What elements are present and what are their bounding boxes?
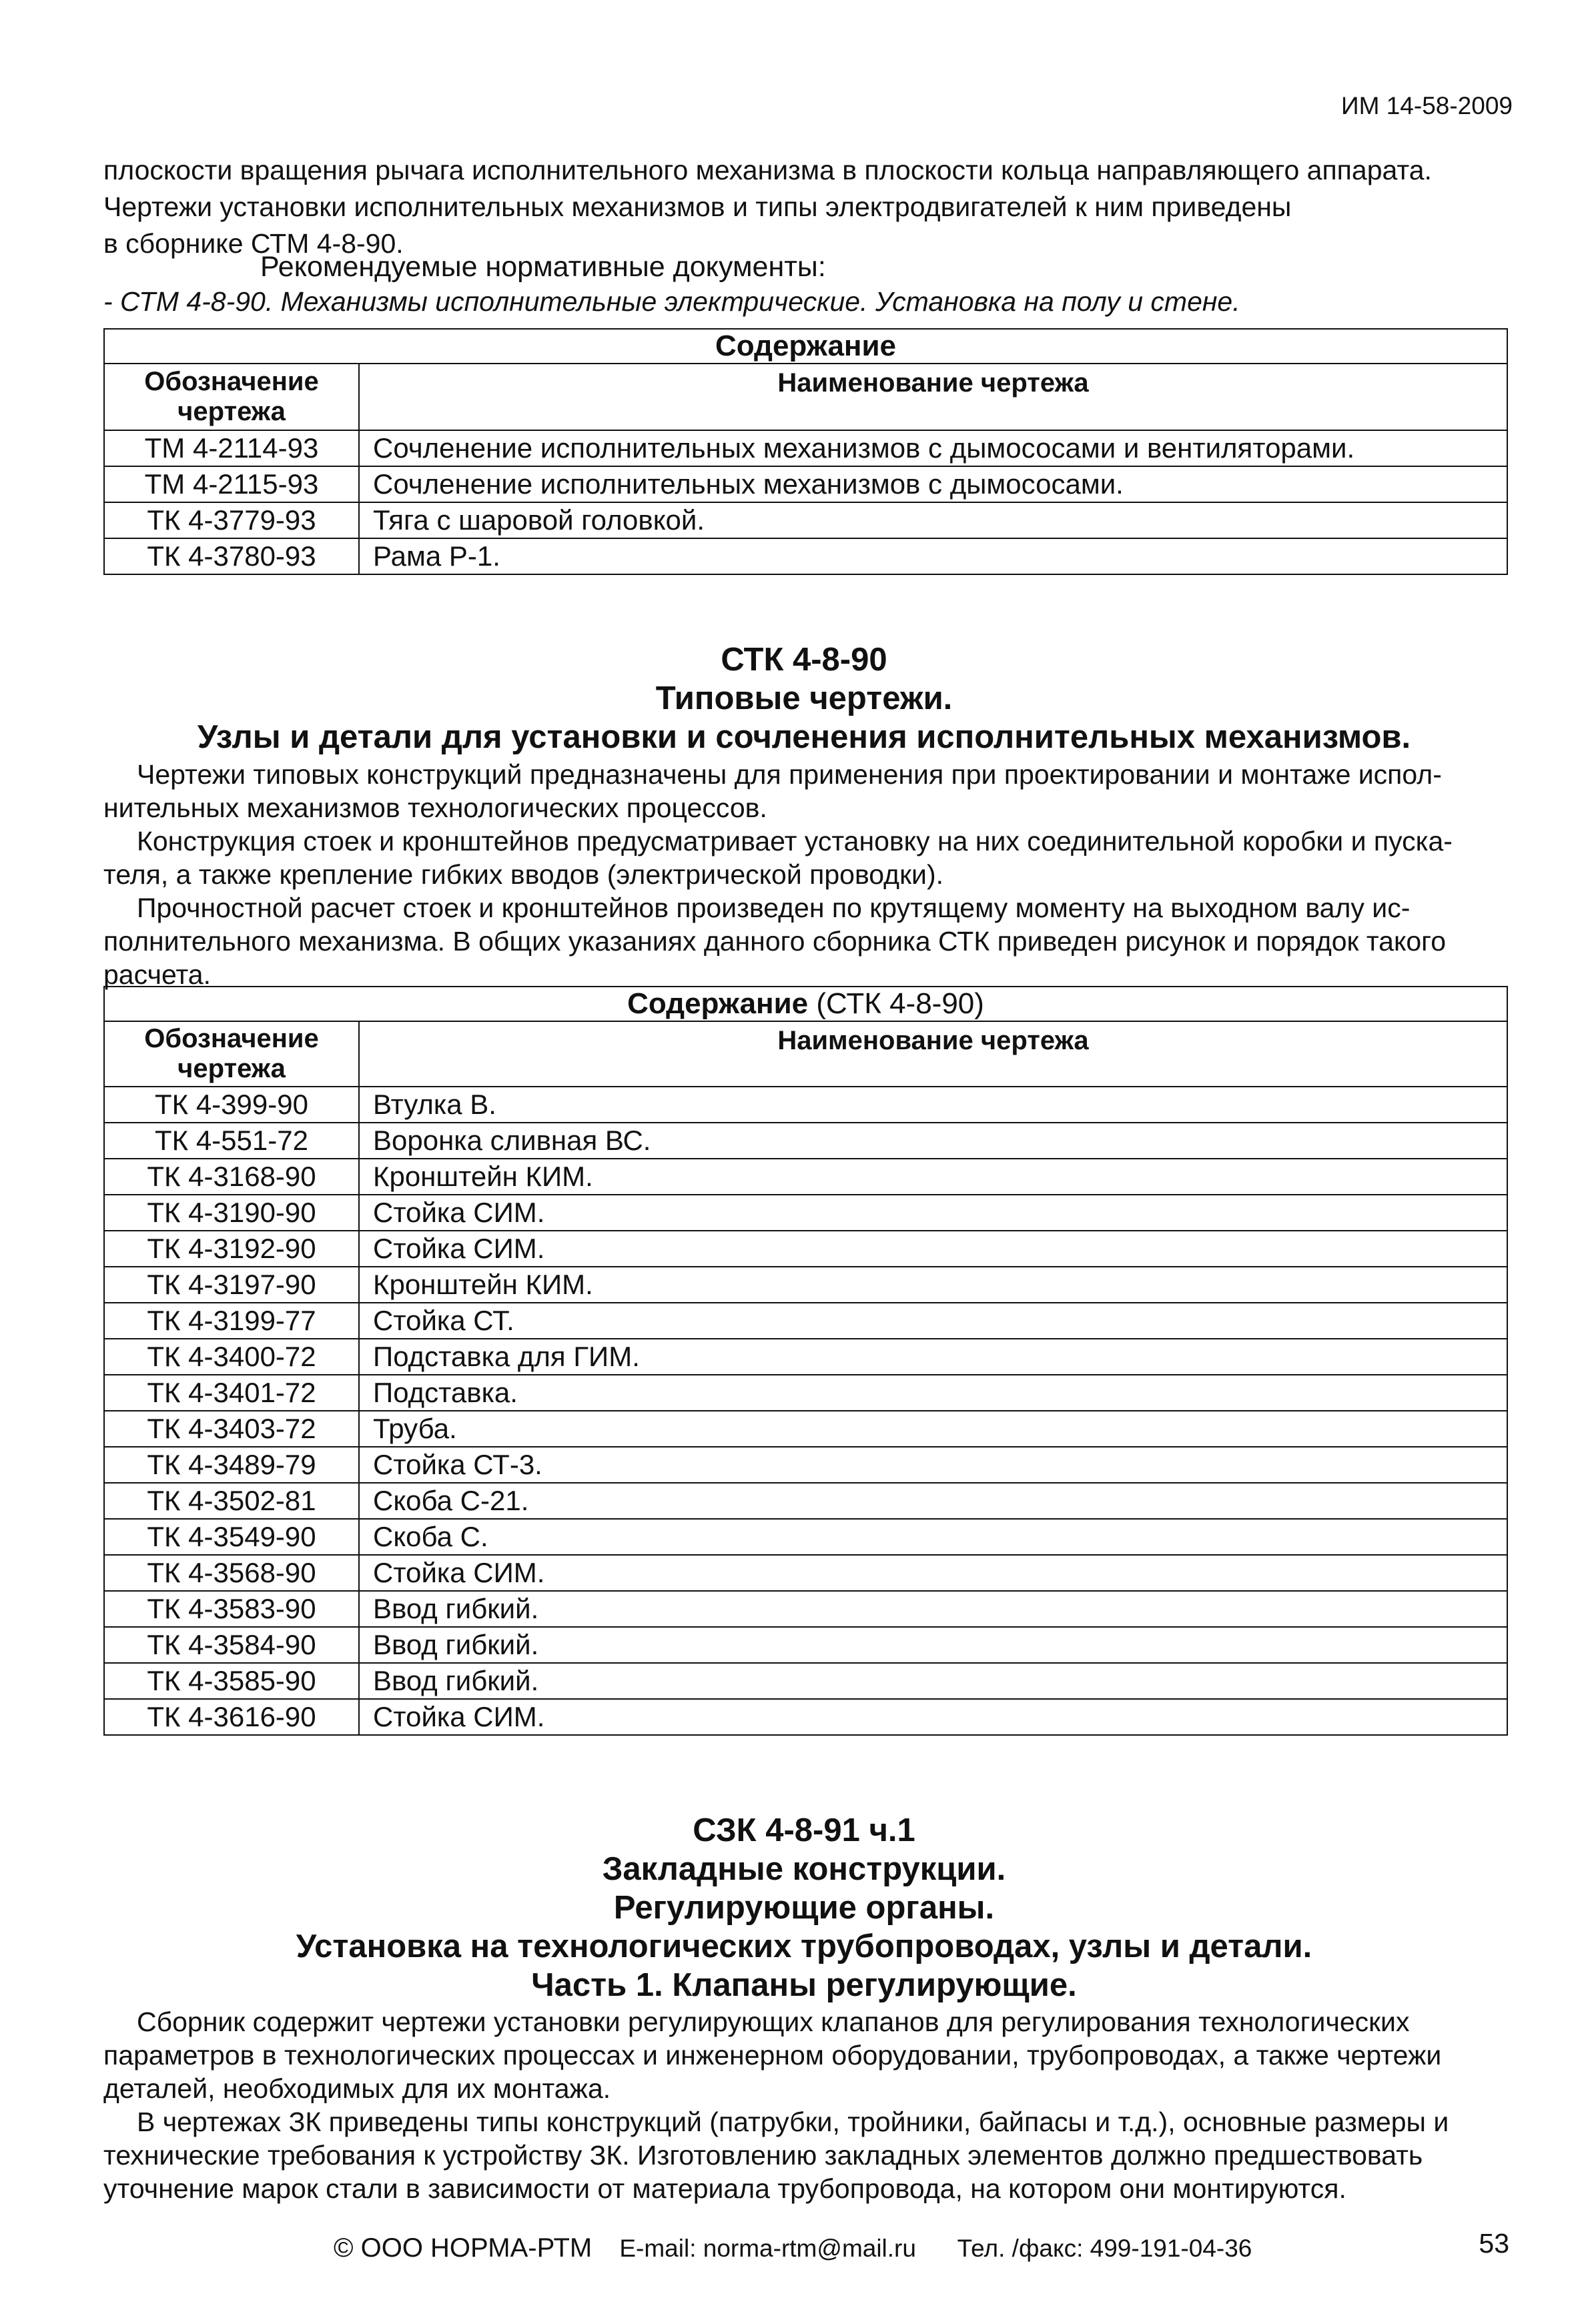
table2-row-name: Подставка. (359, 1375, 1507, 1411)
table-row (104, 1123, 1507, 1159)
table-row (104, 466, 1507, 502)
table2-row-code: ТК 4-399-90 (104, 1087, 359, 1123)
table2-row-code: ТК 4-3585-90 (104, 1663, 359, 1699)
table2-row-code: ТК 4-3489-79 (104, 1447, 359, 1483)
footer-copyright: © ООО НОРМА-РТМ (334, 2233, 593, 2263)
page-number: 53 (1479, 2228, 1509, 2259)
table2-row-name: Воронка сливная ВС. (359, 1123, 1507, 1159)
contents-table-2 (103, 986, 1508, 1736)
table2-row-name: Стойка СТ. (359, 1303, 1507, 1339)
table-row (104, 1411, 1507, 1447)
table2-row-name: Кронштейн КИМ. (359, 1267, 1507, 1303)
section3-title-4: Установка на технологических трубопроводах, узлы и детали. (296, 1928, 1312, 1964)
table1-col-code: Обозначение чертежа (104, 364, 359, 430)
table-row (104, 1231, 1507, 1267)
table2-row-code: ТК 4-3197-90 (104, 1267, 359, 1303)
section2-title-3: Узлы и детали для установки и сочленения исполнительных механизмов. (197, 719, 1411, 755)
table-row (104, 502, 1507, 538)
table1-row-code: ТМ 4-2114-93 (104, 430, 359, 466)
table2-row-name: Скоба С-21. (359, 1483, 1507, 1519)
table-row (104, 1591, 1507, 1627)
table2-caption-suffix: (СТК 4-8-90) (816, 987, 984, 1020)
table2-row-name: Стойка СИМ. (359, 1195, 1507, 1231)
recommended-heading: Рекомендуемые нормативные документы: (260, 251, 826, 283)
section2-paragraph-3: Прочностной расчет стоек и кронштейнов произведен по крутящему моменту на выходном валу ис-полнительного механизма. В общих указаниях данного сборника СТК приведен рисунок и порядок такого расчета. (103, 893, 1447, 990)
table2-caption (104, 987, 1507, 1021)
section3-title-5: Часть 1. Клапаны регулирующие. (531, 1967, 1077, 2003)
page-footer (334, 2233, 1252, 2263)
table1-row-name: Тяга с шаровой головкой. (359, 502, 1507, 538)
table2-row-name: Подставка для ГИМ. (359, 1339, 1507, 1375)
table2-row-name: Труба. (359, 1411, 1507, 1447)
section3-paragraph-2: В чертежах ЗК приведены типы конструкций (патрубки, тройники, байпасы и т.д.), основные размеры и технические требования к устройству ЗК. Изготовлению закладных элементов должно предшествовать уточнение марок стали в зависимости от материала трубопровода, на котором они монтируются. (103, 2107, 1449, 2204)
table2-col-name: Наименование чертежа (359, 1021, 1507, 1087)
section2-paragraph-2: Конструкция стоек и кронштейнов предусматривает установку на них соединительной коробки и пуска-теля, а также крепление гибких вводов (электрической проводки). (103, 826, 1453, 890)
table2-col-code: Обозначение чертежа (104, 1021, 359, 1087)
section3-paragraph-1: Сборник содержит чертежи установки регулирующих клапанов для регулирования технологических параметров в технологических процессах и инженерном оборудовании, трубопроводах, а также чертежи деталей, необходимых для их монтажа. (103, 2006, 1442, 2104)
table1-row-code: ТК 4-3779-93 (104, 502, 359, 538)
table2-row-code: ТК 4-3199-77 (104, 1303, 359, 1339)
table1-col-name: Наименование чертежа (359, 364, 1507, 430)
section2-title-1: СТК 4-8-90 (721, 642, 887, 678)
table-row (104, 1087, 1507, 1123)
table-row (104, 1555, 1507, 1591)
table-row (104, 1195, 1507, 1231)
table2-row-code: ТК 4-3190-90 (104, 1195, 359, 1231)
table1-row-name: Сочленение исполнительных механизмов с дымососами и вентиляторами. (359, 430, 1507, 466)
recommended-item: - СТМ 4-8-90. Механизмы исполнительные электрические. Установка на полу и стене. (103, 286, 1240, 317)
table2-row-name: Стойка СИМ. (359, 1231, 1507, 1267)
section2-title-2: Типовые чертежи. (655, 680, 953, 716)
table-row (104, 1519, 1507, 1555)
table1-row-code: ТК 4-3780-93 (104, 538, 359, 574)
table-row (104, 1699, 1507, 1735)
intro-line-1: плоскости вращения рычага исполнительного механизма в плоскости кольца направляющего аппарата. (103, 155, 1432, 185)
table-row (104, 1303, 1507, 1339)
table2-row-code: ТК 4-3168-90 (104, 1159, 359, 1195)
table2-row-name: Скоба С. (359, 1519, 1507, 1555)
table-row (104, 1339, 1507, 1375)
table2-row-code: ТК 4-3584-90 (104, 1627, 359, 1663)
table-row (104, 538, 1507, 574)
table-row (104, 1627, 1507, 1663)
table1-caption: Содержание (104, 329, 1507, 364)
section3-title-1: СЗК 4-8-91 ч.1 (693, 1812, 915, 1848)
table2-row-name: Ввод гибкий. (359, 1627, 1507, 1663)
table2-row-name: Ввод гибкий. (359, 1663, 1507, 1699)
table2-row-code: ТК 4-3616-90 (104, 1699, 359, 1735)
footer-phone: Тел. /факс: 499-191-04-36 (957, 2235, 1252, 2262)
table2-row-code: ТК 4-3583-90 (104, 1591, 359, 1627)
section2-paragraph-1: Чертежи типовых конструкций предназначены для применения при проектировании и монтаже испол-нительных механизмов технологических процессов. (103, 759, 1442, 823)
section3-title-2: Закладные конструкции. (602, 1851, 1006, 1887)
table-row (104, 430, 1507, 466)
intro-line-2: Чертежи установки исполнительных механизмов и типы электродвигателей к ним приведены (103, 191, 1292, 222)
table-row (104, 1663, 1507, 1699)
table-row (104, 1159, 1507, 1195)
table2-row-name: Кронштейн КИМ. (359, 1159, 1507, 1195)
table2-caption-text: Содержание (627, 987, 809, 1020)
table2-row-code: ТК 4-3401-72 (104, 1375, 359, 1411)
table2-row-code: ТК 4-551-72 (104, 1123, 359, 1159)
table2-row-code: ТК 4-3502-81 (104, 1483, 359, 1519)
intro-line-3: в сборнике СТМ 4-8-90. (103, 228, 404, 259)
footer-email: E-mail: norma-rtm@mail.ru (619, 2235, 916, 2262)
table2-row-name: Втулка В. (359, 1087, 1507, 1123)
table2-row-code: ТК 4-3568-90 (104, 1555, 359, 1591)
document-code: ИМ 14-58-2009 (1341, 92, 1513, 119)
table-row (104, 1447, 1507, 1483)
table1-row-name: Рама Р-1. (359, 538, 1507, 574)
section3-title-3: Регулирующие органы. (613, 1890, 995, 1926)
table-row (104, 1483, 1507, 1519)
contents-table-1 (103, 328, 1508, 575)
table1-row-code: ТМ 4-2115-93 (104, 466, 359, 502)
table2-row-name: Стойка СТ-3. (359, 1447, 1507, 1483)
table-row (104, 1375, 1507, 1411)
intro-text (103, 152, 1505, 262)
table2-row-code: ТК 4-3403-72 (104, 1411, 359, 1447)
table-row (104, 1267, 1507, 1303)
table2-row-code: ТК 4-3549-90 (104, 1519, 359, 1555)
table2-row-code: ТК 4-3400-72 (104, 1339, 359, 1375)
table1-row-name: Сочленение исполнительных механизмов с дымососами. (359, 466, 1507, 502)
table2-row-name: Ввод гибкий. (359, 1591, 1507, 1627)
table2-row-name: Стойка СИМ. (359, 1555, 1507, 1591)
table2-row-code: ТК 4-3192-90 (104, 1231, 359, 1267)
table2-row-name: Стойка СИМ. (359, 1699, 1507, 1735)
